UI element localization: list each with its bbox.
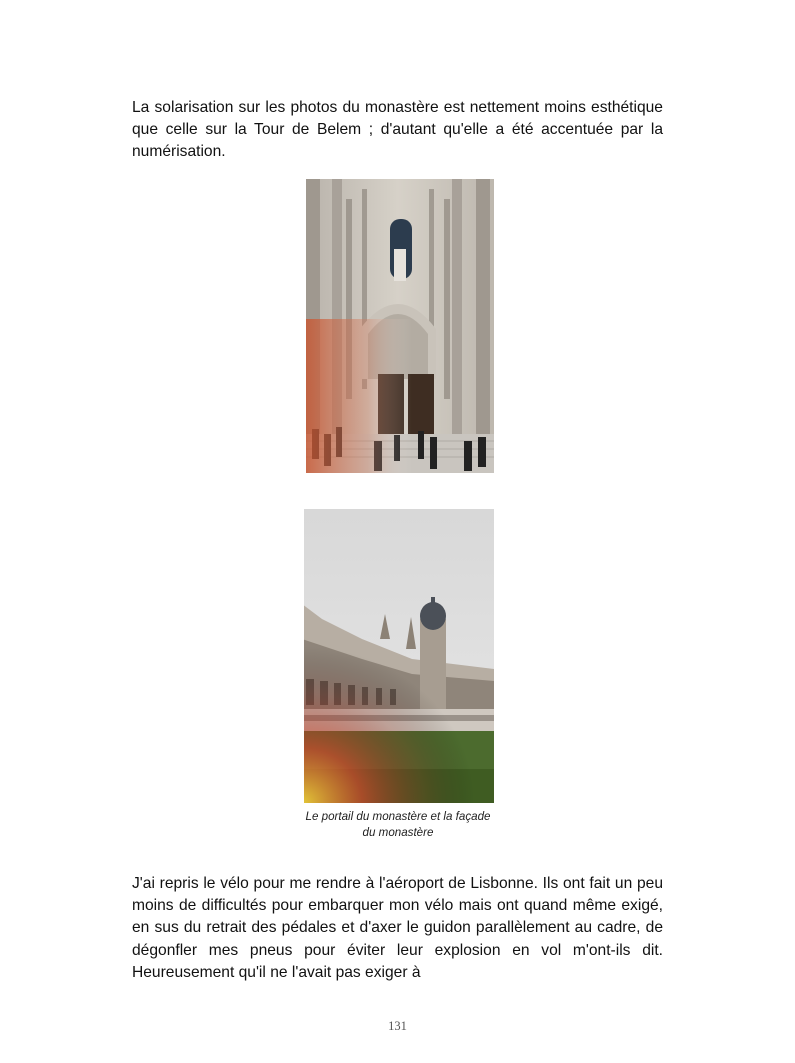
airport-paragraph: J'ai repris le vélo pour me rendre à l'aéroport de Lisbonne. Ils ont fait un peu moins de difficultés pour embarquer mon vélo mais ont quand même exigé, en sus du retrait des pédales et d'axer le guidon parallèlement au cadre, de dégonfler mes pneus pour éviter leur explosion en vol m'ont-ils dit. Heureusement qu'il ne l'avait pas exiger à [132, 875, 663, 981]
monastery-facade-photo [302, 509, 494, 803]
figure-caption: Le portail du monastère et la façade du monastère [305, 810, 491, 839]
page-number: 131 [388, 1019, 407, 1033]
monastery-portal-photo [302, 179, 494, 473]
intro-paragraph: La solarisation sur les photos du monastère est nettement moins esthétique que celle sur la Tour de Belem ; d'autant qu'elle a été accentuée par la numérisation. [132, 99, 663, 161]
